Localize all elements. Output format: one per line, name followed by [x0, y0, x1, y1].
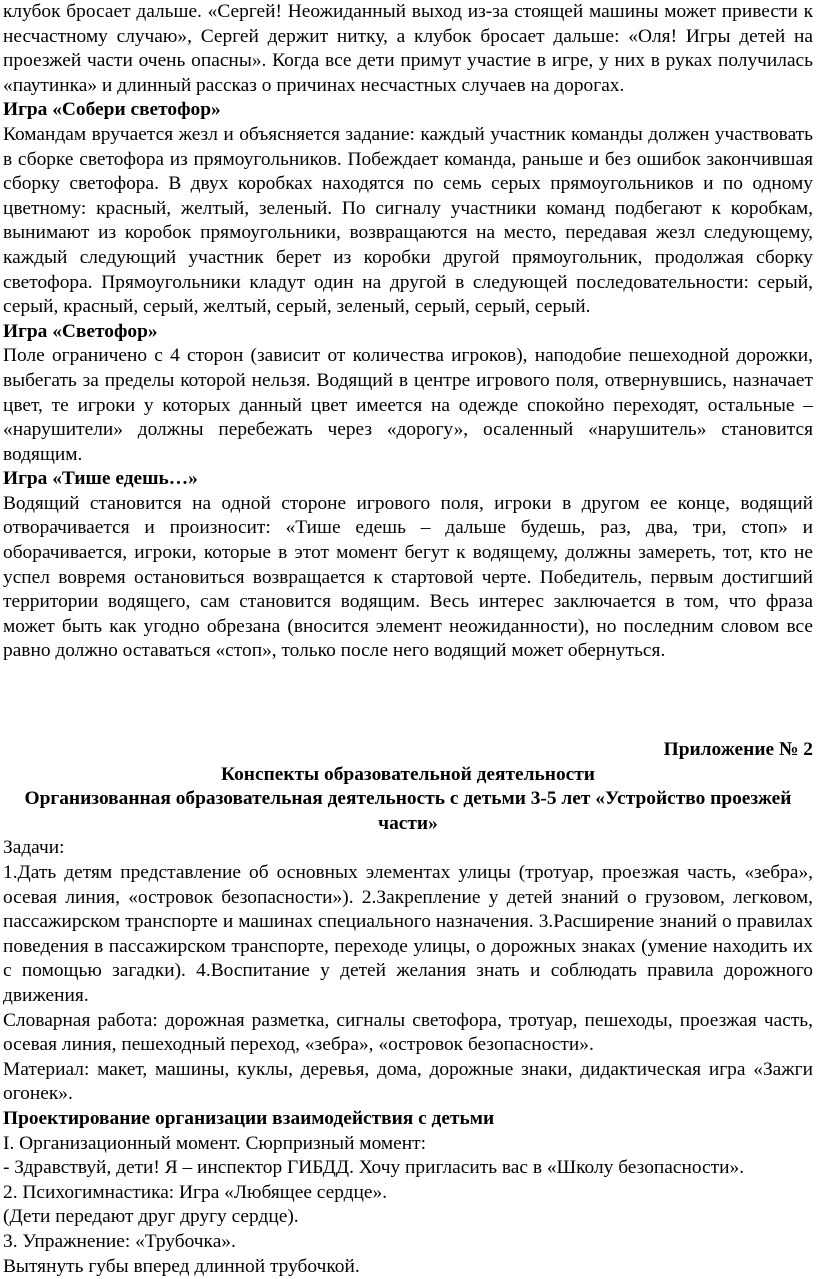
activity-line: (Дети передают друг другу сердце).	[3, 1205, 813, 1230]
game-text-tishe-edesh: Водящий становится на одной стороне игрового поля, игроки в другом ее конце, водящий отворачивается и произносит: «Тише едешь – дальше будешь, раз, два, три, стоп» и оборачивается, игроки, которые в этот момент бегут к водящему, должны замереть, тот, кто не успел вовремя остановиться возвращается к стартовой черте. Победитель, первым достигший территории водящего, сам становится водящим. Весь интерес заключается в том, что фраза может быть как угодно обрезана (вносится элемент неожиданности), но последним словом все равно должно оставаться «стоп», только после него водящий может обернуться.	[3, 492, 813, 664]
game-title-tishe-edesh: Игра «Тише едешь…»	[3, 467, 813, 492]
intro-paragraph: клубок бросает дальше. «Сергей! Неожиданный выход из-за стоящей машины может привести к несчастному случаю», Сергей держит нитку, а клубок бросает дальше: «Оля! Игры детей на проезжей части очень опасны». Когда все дети примут участие в игре, у них в руках получилась «паутинка» и длинный рассказ о причинах несчастных случаев на дорогах.	[3, 0, 813, 98]
section-spacer	[3, 664, 813, 738]
game-text-sobери-svetofor: Командам вручается жезл и объясняется задание: каждый участник команды должен участвовать в сборке светофора из прямоугольников. Побеждает команда, раньше и без ошибок закончившая сборку светофора. В двух коробках находятся по семь серых прямоугольников и по одному цветному: красный, желтый, зеленый. По сигналу участники команд подбегают к коробкам, вынимают из коробок прямоугольники, возвращаются на место, передавая жезл следующему, каждый следующий участник берет из коробки другой прямоугольник, продолжая сборку светофора. Прямоугольники кладут один на другой в следующей последовательности: серый, серый, красный, серый, желтый, серый, зеленый, серый, серый, серый.	[3, 123, 813, 320]
activity-line: 2. Психогимнастика: Игра «Любящее сердце».	[3, 1181, 813, 1206]
design-heading: Проектирование организации взаимодействия с детьми	[3, 1107, 813, 1132]
appendix-label: Приложение № 2	[3, 738, 813, 763]
material-paragraph: Материал: макет, машины, куклы, деревья, дома, дорожные знаки, дидактическая игра «Зажги огонек».	[3, 1058, 813, 1107]
activity-line: I. Организационный момент. Сюрпризный момент:	[3, 1132, 813, 1157]
activity-line: Вытянуть губы вперед длинной трубочкой.	[3, 1255, 813, 1279]
appendix-subtitle: Организованная образовательная деятельность с детьми 3-5 лет «Устройство проезжей части»	[3, 787, 813, 836]
appendix-title: Конспекты образовательной деятельности	[3, 763, 813, 788]
game-text-svetofor: Поле ограничено с 4 сторон (зависит от количества игроков), наподобие пешеходной дорожки, выбегать за пределы которой нельзя. Водящий в центре игрового поля, отвернувшись, назначает цвет, те игроки у которых данный цвет имеется на одежде спокойно переходят, остальные – «нарушители» должны перебежать через «дорогу», осаленный «нарушитель» становится водящим.	[3, 344, 813, 467]
activity-line: 3. Упражнение: «Трубочка».	[3, 1230, 813, 1255]
tasks-label: Задачи:	[3, 836, 813, 861]
vocabulary-paragraph: Словарная работа: дорожная разметка, сигналы светофора, тротуар, пешеходы, проезжая часть, осевая линия, пешеходный переход, «зебра», «островок безопасности».	[3, 1009, 813, 1058]
activity-line: - Здравствуй, дети! Я – инспектор ГИБДД. Хочу пригласить вас в «Школу безопасности».	[3, 1156, 813, 1181]
game-title-sobери-svetofor: Игра «Собери светофор»	[3, 98, 813, 123]
game-title-svetofor: Игра «Светофор»	[3, 320, 813, 345]
tasks-text: 1.Дать детям представление об основных элементах улицы (тротуар, проезжая часть, «зебра», осевая линия, «островок безопасности»). 2.Закрепление у детей знаний о грузовом, легковом, пассажирском транспорте и машинах специального назначения. 3.Расширение знаний о правилах поведения в пассажирском транспорте, переходе улицы, о дорожных знаках (умение находить их с помощью загадки). 4.Воспитание у детей желания знать и соблюдать правила дорожного движения.	[3, 861, 813, 1009]
